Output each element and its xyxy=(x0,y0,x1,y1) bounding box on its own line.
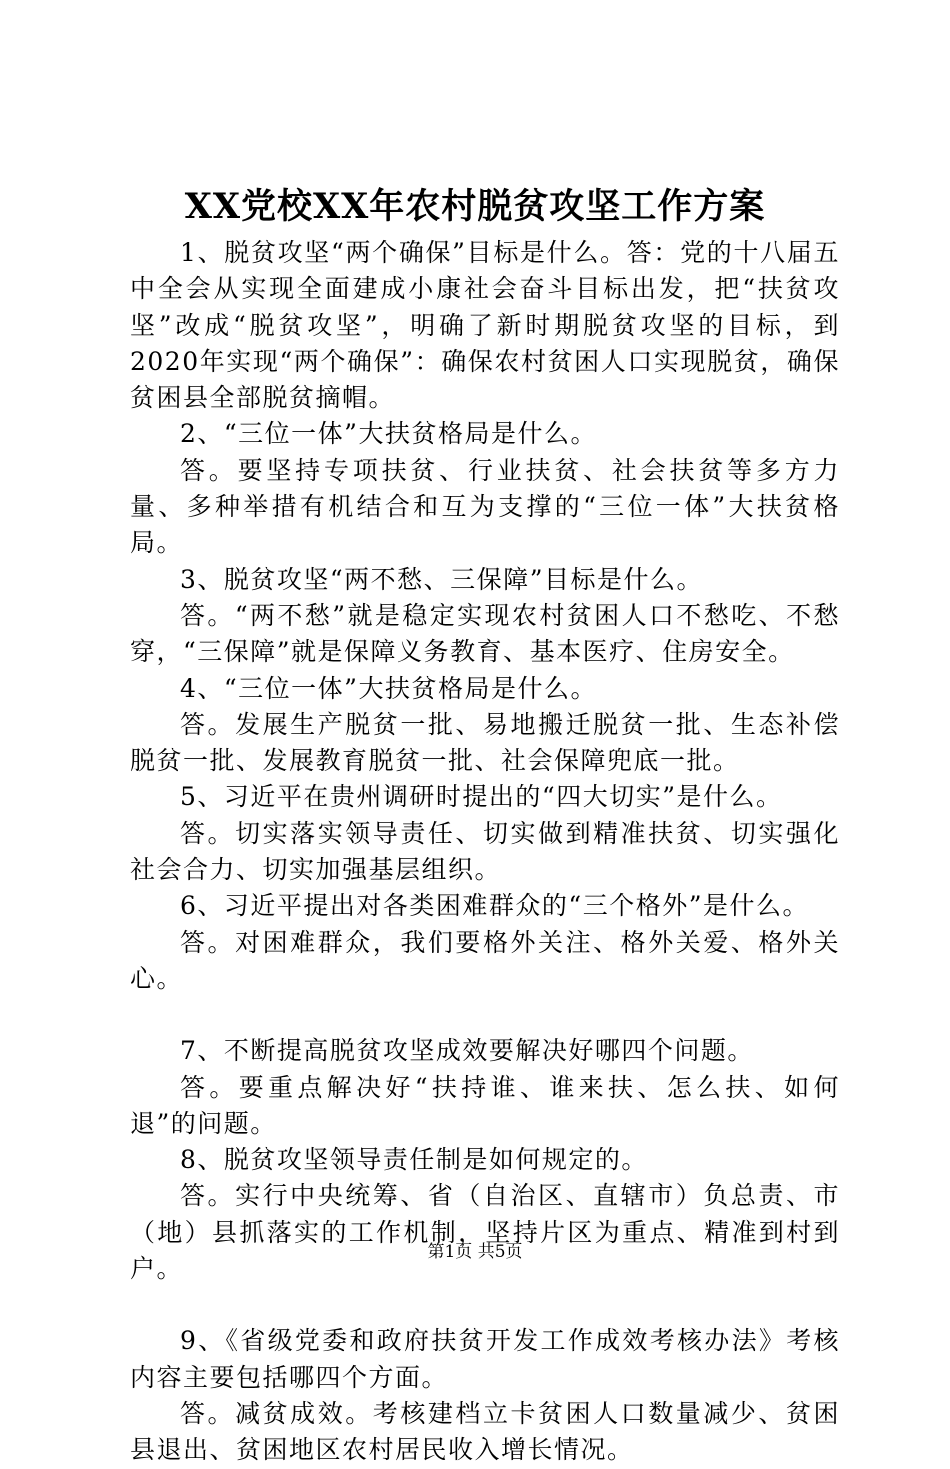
paragraph-q9: 9、《省级党委和政府扶贫开发工作成效考核办法》考核内容主要包括哪四个方面。 xyxy=(130,1326,840,1392)
paragraph-a7: 答。要重点解决好“扶持谁、谁来扶、怎么扶、如何退”的问题。 xyxy=(130,1072,840,1138)
paragraph-a8: 答。实行中央统筹、省（自治区、直辖市）负总责、市（地）县抓落实的工作机制，坚持片区为重点、精准到村到户。 xyxy=(130,1181,840,1284)
paragraph-a5: 答。切实落实领导责任、切实做到精准扶贫、切实强化社会合力、切实加强基层组织。 xyxy=(130,818,840,885)
blank-line xyxy=(130,1287,840,1323)
paragraph-q1: 1、脱贫攻坚“两个确保”目标是什么。答：党的十八届五中全会从实现全面建成小康社会奋斗目标出发，把“扶贫攻坚”改成“脱贫攻坚”，明确了新时期脱贫攻坚的目标，到2020年实现“两个确保”：确保农村贫困人口实现脱贫，确保贫困县全部脱贫摘帽。 xyxy=(130,238,840,413)
paragraph-a2: 答。要坚持专项扶贫、行业扶贫、社会扶贫等多方力量、多种举措有机结合和互为支撑的“三位一体”大扶贫格局。 xyxy=(130,455,840,558)
paragraph-q8: 8、脱贫攻坚领导责任制是如何规定的。 xyxy=(180,1145,648,1175)
document-title: XX党校XX年农村脱贫攻坚工作方案 xyxy=(184,186,766,227)
paragraph-q3: 3、脱贫攻坚“两不愁、三保障”目标是什么。 xyxy=(180,564,703,594)
paragraph-q7: 7、不断提高脱贫攻坚成效要解决好哪四个问题。 xyxy=(180,1036,754,1066)
paragraph-a9: 答。减贫成效。考核建档立卡贫困人口数量减少、贫困县退出、贫困地区农村居民收入增长情况。 xyxy=(130,1398,840,1465)
paragraph-a4: 答。发展生产脱贫一批、易地搬迁脱贫一批、生态补偿脱贫一批、发展教育脱贫一批、社会保障兜底一批。 xyxy=(130,709,840,776)
paragraph-q6: 6、习近平提出对各类困难群众的“三个格外”是什么。 xyxy=(180,891,809,921)
document-body xyxy=(130,235,840,1469)
page-number: 第1页 共5页 xyxy=(427,1242,523,1262)
blank-line xyxy=(130,997,840,1033)
paragraph-q5: 5、习近平在贵州调研时提出的“四大切实”是什么。 xyxy=(180,782,783,812)
paragraph-a6: 答。对困难群众，我们要格外关注、格外关爱、格外关心。 xyxy=(130,927,840,993)
paragraph-a3: 答。“两不愁”就是稳定实现农村贫困人口不愁吃、不愁穿，“三保障”就是保障义务教育、基本医疗、住房安全。 xyxy=(130,600,840,667)
paragraph-q4: 4、“三位一体”大扶贫格局是什么。 xyxy=(180,673,597,703)
paragraph-q2: 2、“三位一体”大扶贫格局是什么。 xyxy=(180,419,597,449)
